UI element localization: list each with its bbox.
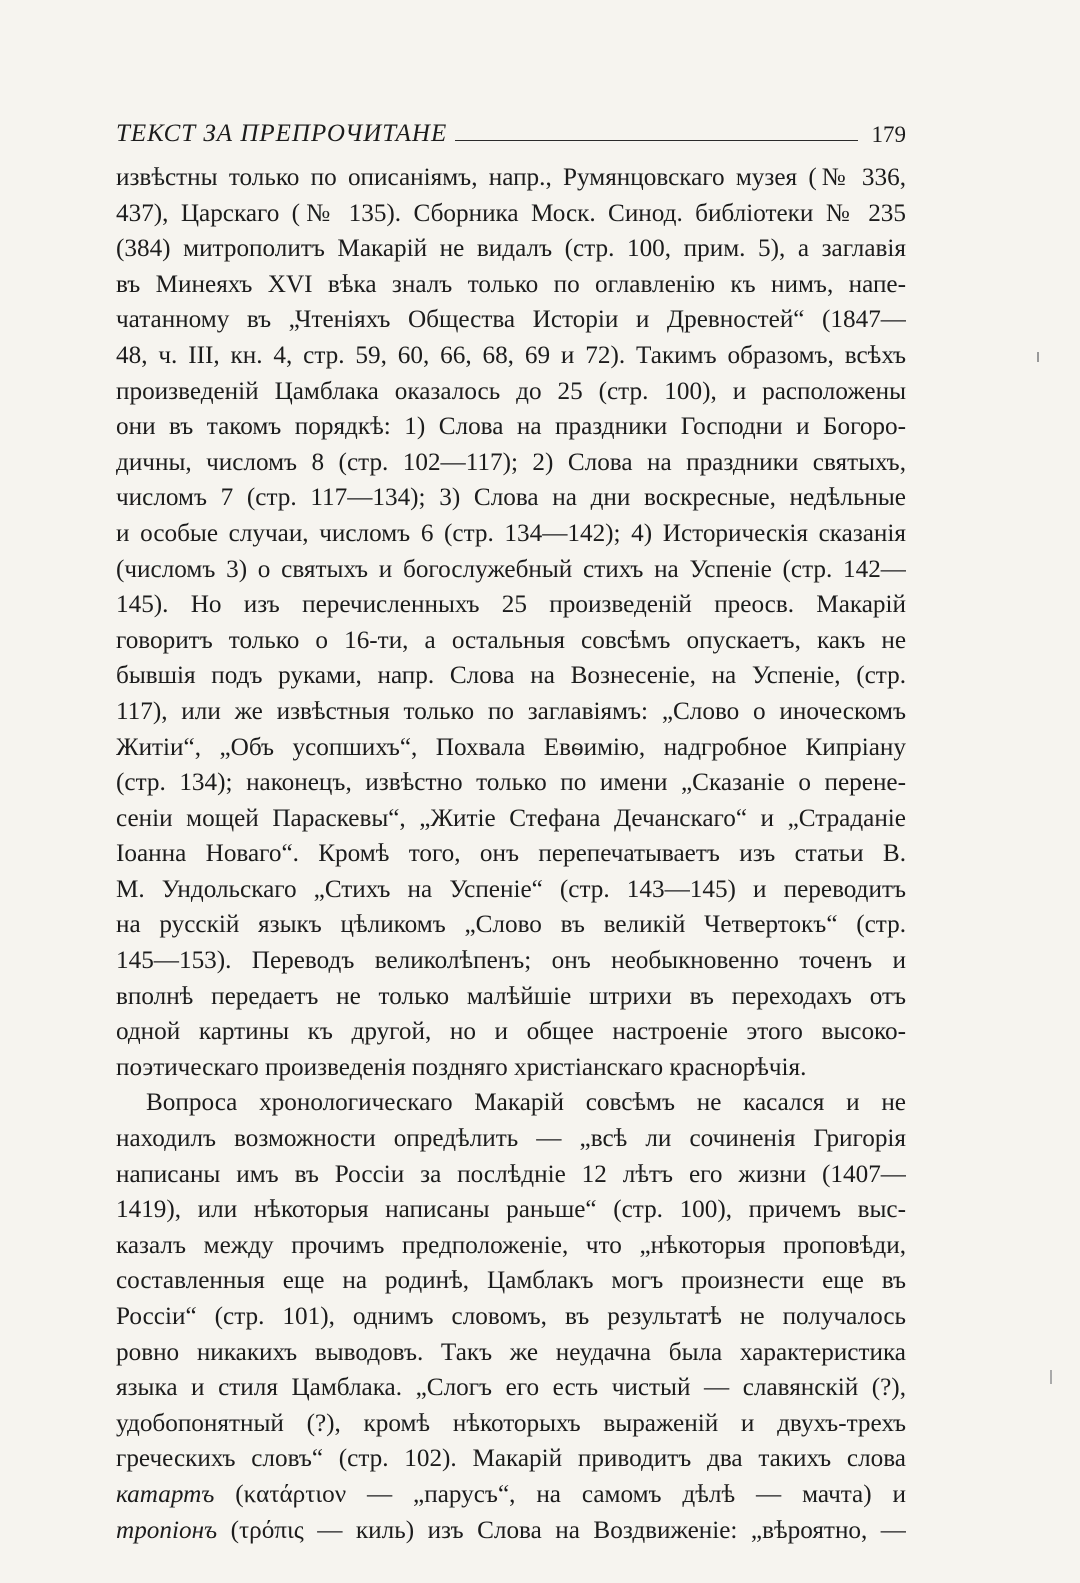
text-line: 117), или же извѣстныя только по заглавіямъ: „Слово о иноческомъ (116, 697, 906, 725)
text-line (116, 1477, 906, 1513)
text-line: находилъ возможности опредѣлить — „всѣ ли сочиненія Григорія (116, 1125, 906, 1153)
page-number: 179 (871, 122, 906, 147)
header-rule (455, 140, 857, 141)
running-head (116, 112, 906, 148)
text-line: 437), Царскаго (№ 135). Сборника Моск. Синод. библіотеки № 235 (116, 199, 906, 227)
text-line: числомъ 7 (стр. 117—134); 3) Слова на дни воскресные, недѣльные (116, 484, 906, 512)
text-line: (384) митрополитъ Макарій не видалъ (стр. 100, прим. 5), а заглавія (116, 235, 906, 263)
scan-speck (1037, 352, 1039, 362)
text-line: въ Минеяхъ XVI вѣка зналъ только по оглавленію къ нимъ, напе- (116, 270, 906, 298)
text-line: ровно никакихъ выводовъ. Такъ же неудачна была характеристика (116, 1338, 906, 1366)
line-rest: (τρόπις — киль) изъ Слова на Воздвиженіе: „вѣроятно, — (217, 1516, 906, 1544)
scan-speck (1050, 1370, 1052, 1384)
text-line: извѣстны только по описаніямъ, напр., Румянцовскаго музея (№ 336, (116, 164, 906, 191)
text-line: и особые случаи, числомъ 6 (стр. 134—142); 4) Историческія сказанія (116, 519, 906, 547)
text-line (116, 1513, 906, 1549)
text-line: 1419), или нѣкоторыя написаны раньше“ (стр. 100), причемъ выс- (116, 1196, 906, 1224)
text-line: вполнѣ передаетъ не только малѣйшіе штрихи въ переходахъ отъ (116, 982, 906, 1010)
text-line: греческихъ словъ“ (стр. 102). Макарій приводитъ два такихъ слова (116, 1445, 906, 1473)
text-line: Іоанна Новаго“. Кромѣ того, онъ перепечатываетъ изъ статьи В. (116, 840, 906, 868)
paragraph-end-line: поэтическаго произведенія поздняго христіанскаго краснорѣчія. (116, 1053, 807, 1081)
text-line: языка и стиля Цамблака. „Слогъ его есть чистый — славянскій (?), (116, 1374, 906, 1402)
text-line: составленныя еще на родинѣ, Цамблакъ могъ произнести еще въ (116, 1267, 906, 1295)
italic-term-katart: катартъ (116, 1480, 215, 1508)
text-line: чатанному въ „Чтеніяхъ Общества Исторіи и Древностей“ (1847— (116, 306, 906, 334)
text-line: Житіи“, „Объ усопшихъ“, Похвала Евѳимію, надгробное Кипріану (116, 733, 906, 761)
running-title: ТЕКСТ ЗА ПРЕПРОЧИТАНЕ (116, 120, 448, 147)
text-line: написаны имъ въ Россіи за послѣдніе 12 лѣтъ его жизни (1407— (116, 1160, 906, 1188)
text-line: 48, ч. III, кн. 4, стр. 59, 60, 66, 68, 69 и 72). Такимъ образомъ, всѣхъ (116, 341, 906, 369)
text-line: они въ такомъ порядкѣ: 1) Слова на праздники Господни и Богоро- (116, 413, 906, 441)
text-line: (числомъ 3) о святыхъ и богослужебный стихъ на Успеніе (стр. 142— (116, 555, 906, 583)
text-line: Россіи“ (стр. 101), однимъ словомъ, въ результатѣ не получалось (116, 1303, 906, 1330)
text-line: М. Ундольскаго „Стихъ на Успеніе“ (стр. 143—145) и переводитъ (116, 875, 906, 903)
text-line: казалъ между прочимъ предположеніе, что „нѣкоторыя проповѣди, (116, 1231, 906, 1259)
body-text (116, 160, 906, 1548)
text-line: говоритъ только о 16-ти, а остальныя совсѣмъ опускаетъ, какъ не (116, 626, 906, 654)
text-line: 145—153). Переводъ великолѣпенъ; онъ необыкновенно точенъ и (116, 947, 906, 975)
italic-term-tropion: тропіонъ (116, 1516, 218, 1544)
text-line: удобопонятный (?), кромѣ нѣкоторыхъ выраженій и двухъ-трехъ (116, 1409, 906, 1437)
text-line: одной картины къ другой, но и общее настроеніе этого высоко- (116, 1018, 906, 1046)
text-line: (стр. 134); наконецъ, извѣстно только по имени „Сказаніе о перене- (116, 769, 906, 797)
text-line: 145). Но изъ перечисленныхъ 25 произведеній преосв. Макарій (116, 591, 906, 619)
text-line: бывшія подъ руками, напр. Слова на Вознесеніе, на Успеніе, (стр. (116, 662, 906, 690)
text-line: дичны, числомъ 8 (стр. 102—117); 2) Слова на праздники святыхъ, (116, 448, 906, 476)
paragraph-start-line: Вопроса хронологическаго Макарій совсѣмъ не касался и не (146, 1089, 906, 1117)
text-line: произведеній Цамблака оказалось до 25 (стр. 100), и расположены (116, 377, 906, 405)
text-line: на русскій языкъ цѣликомъ „Слово въ великій Четвертокъ“ (стр. (116, 911, 906, 939)
line-rest: (κατάρτιον — „парусъ“, на самомъ дѣлѣ — мачта) и (214, 1480, 906, 1508)
text-line: сеніи мощей Параскевы“, „Житіе Стефана Дечанскаго“ и „Страданіе (116, 804, 906, 832)
